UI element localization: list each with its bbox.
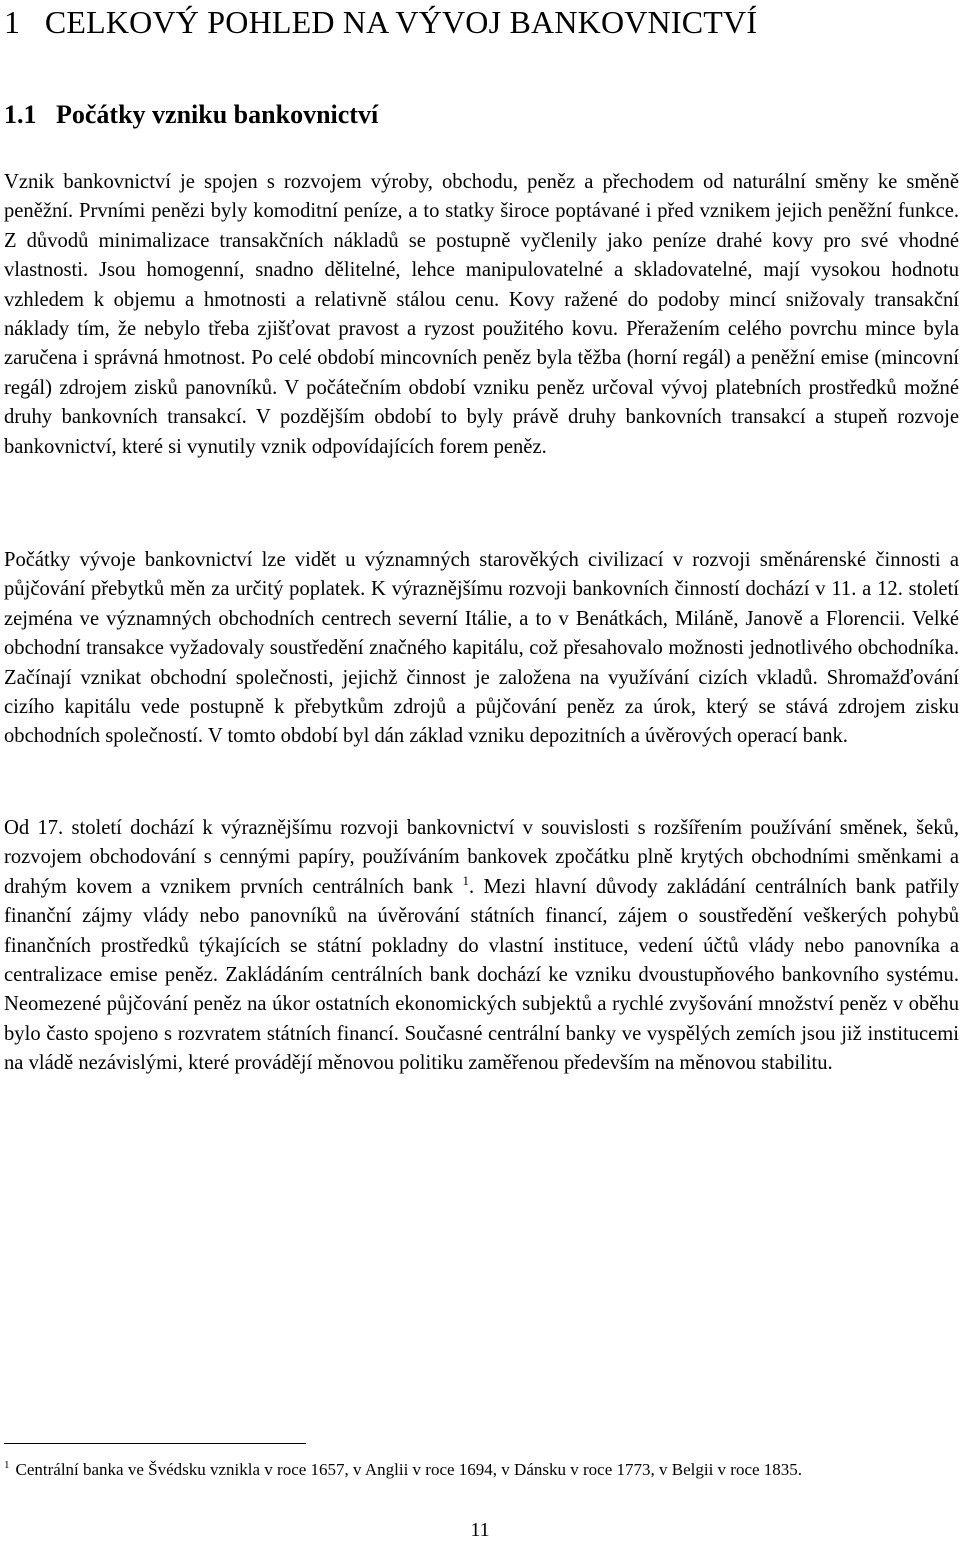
section-number: 1.1 (4, 100, 37, 129)
page-number: 11 (470, 1519, 490, 1541)
chapter-number: 1 (4, 4, 21, 40)
paragraph-3-text-end: . Mezi hlavní důvody zakládání centrálních bank patřily finanční zájmy vlády nebo panovníků na úvěrování státních financí, zájem o soustředění veškerých pohybů finančních prostředků týkajících se státní pokladny do vlastní instituce, vedení účtů vlády nebo panovníka a centralizace emise peněz. Zakládáním centrálních bank dochází ke vzniku dvoustupňového bankovního systému. Neomezené půjčování peněz na úkor ostatních ekonomických subjektů a rychlé zvyšování množství peněz v oběhu bylo často spojeno s rozvratem státních financí. Současné centrální banky ve vyspělých zemích jsou již institucemi na vládě nezávislými, které provádějí měnovou politiku zaměřenou především na měnovou stabilitu. (4, 875, 959, 1075)
footnote-text: Centrální banka ve Švédsku vznikla v roce 1657, v Anglii v roce 1694, v Dánsku v roce 1773, v Belgii v roce 1835. (15, 1460, 803, 1479)
footnote (4, 1457, 959, 1482)
paragraph-3-text-start: Od 17. století dochází k výraznějšímu rozvoji bankovnictví v souvislosti s rozšířením používání směnek, šeků, rozvojem obchodování s cennými papíry, používáním bankovek zpočátku plně krytých obchodními směnkami a drahým kovem a vznikem prvních centrálních bank (4, 817, 959, 898)
paragraph-3 (4, 814, 959, 1079)
footnote-mark: 1 (4, 1459, 10, 1472)
footnote-separator (4, 1443, 306, 1444)
section-title (4, 98, 378, 132)
chapter-title (4, 2, 757, 42)
chapter-title-text: CELKOVÝ POHLED NA VÝVOJ BANKOVNICTVÍ (44, 4, 758, 40)
paragraph-2: Počátky vývoje bankovnictví lze vidět u významných starověkých civilizací v rozvoji směnárenské činnosti a půjčování přebytků měn za určitý poplatek. K výraznějšímu rozvoji bankovních činností dochází v 11. a 12. století zejména ve významných obchodních centrech severní Itálie, a to v Benátkách, Miláně, Janově a Florencii. Velké obchodní transakce vyžadovaly soustředění značného kapitálu, což přesahovalo možnosti jednotlivého obchodníka. Začínají vznikat obchodní společnosti, jejichž činnost je založena na využívání cizích vkladů. Shromažďování cizího kapitálu vede postupně k přebytkům zdrojů a půjčování peněz za úrok, který se stává zdrojem zisku obchodních společností. V tomto období byl dán základ vzniku depozitních a úvěrových operací bank. (4, 549, 959, 748)
section-title-text: Počátky vzniku bankovnictví (56, 100, 379, 129)
footnote-reference[interactable]: 1 (462, 872, 470, 888)
paragraph-1: Vznik bankovnictví je spojen s rozvojem výroby, obchodu, peněz a přechodem od naturální směny ke směně peněžní. Prvními penězi byly komoditní peníze, a to statky široce poptávané i před vznikem jejich peněžní funkce. Z důvodů minimalizace transakčních nákladů se postupně vyčlenily jako peníze drahé kovy pro své vhodné vlastnosti. Jsou homogenní, snadno dělitelné, lehce manipulovatelné a skladovatelné, mají vysokou hodnotu vzhledem k objemu a hmotnosti a relativně stálou cenu. Kovy ražené do podoby mincí snižovaly transakční náklady tím, že nebylo třeba zjišťovat pravost a ryzost použitého kovu. Přeražením celého povrchu mince byla zaručena i správná hmotnost. Po celé období mincovních peněz byla těžba (horní regál) a peněžní emise (mincovní regál) zdrojem zisků panovníků. V počátečním období vzniku peněz určoval vývoj platebních prostředků možné druhy bankovních transakcí. V pozdějším období to byly právě druhy bankovních transakcí a stupeň rozvoje bankovnictví, které si vynutily vznik odpovídajících forem peněz. (4, 171, 959, 458)
